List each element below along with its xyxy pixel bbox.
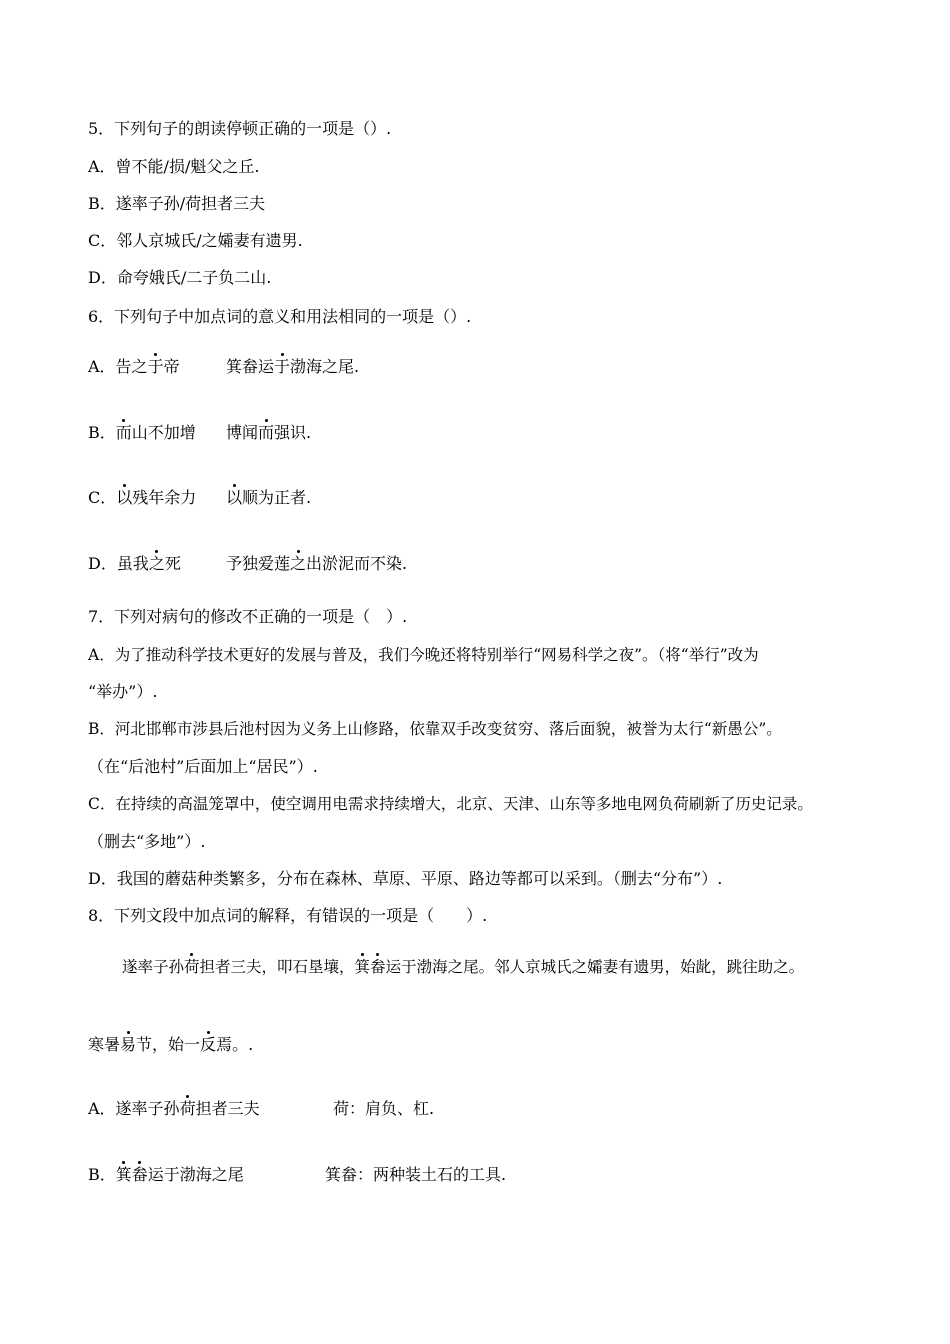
q6-option-a-second: 箕畚运于渤海之尾. bbox=[226, 357, 360, 376]
emphasis-dot-word: 以 bbox=[116, 488, 133, 507]
q7-stem: 7．下列对病句的修改不正确的一项是（ ）. bbox=[88, 607, 408, 626]
q7-option-a-cont: “举办”）. bbox=[88, 682, 158, 701]
q5-stem: 5．下列句子的朗读停顿正确的一项是（）. bbox=[88, 119, 392, 138]
q7-option-d: D．我国的蘑菇种类繁多，分布在森林、草原、平原、路边等都可以采到。（删去“分布”）. bbox=[88, 869, 723, 888]
q6-option-d: D．虽我之死 bbox=[88, 554, 181, 573]
q5-option-b: B．遂率子孙/荷担者三夫 bbox=[88, 194, 266, 213]
q5-option-d: D．命夸娥氏/二子负二山. bbox=[88, 268, 272, 287]
q8-option-b: B．箕畚运于渤海之尾 bbox=[88, 1165, 244, 1184]
q6-option-c: C．以残年余力 bbox=[88, 488, 197, 507]
q7-option-c-cont: （删去“多地”）. bbox=[88, 832, 206, 851]
q7-option-a: A．为了推动科学技术更好的发展与普及，我们今晚还将特别举行“网易科学之夜”。（将“举行”改为 bbox=[88, 646, 759, 664]
q6-option-b-second: 博闻而强识. bbox=[226, 423, 312, 442]
emphasis-dot-word: 畚 bbox=[131, 1165, 148, 1184]
q7-option-c: C．在持续的高温笼罩中，使空调用电需求持续增大，北京、天津、山东等多地电网负荷刷新了历史记录。 bbox=[88, 795, 813, 813]
q6-option-c-second: 以顺为正者. bbox=[226, 488, 312, 507]
q8-stem: 8．下列文段中加点词的解释，有错误的一项是（ ）. bbox=[88, 906, 488, 925]
emphasis-dot-word: 于 bbox=[147, 357, 164, 376]
emphasis-dot-word: 之 bbox=[148, 554, 165, 573]
q8-option-a: A．遂率子孙荷担者三夫 bbox=[88, 1099, 260, 1118]
emphasis-dot-word: 于 bbox=[274, 357, 291, 376]
q7-option-b-cont: （在“后池村”后面加上“居民”）. bbox=[88, 757, 318, 776]
q6-option-b: B．而山不加增 bbox=[88, 423, 196, 442]
emphasis-dot-word: 荷 bbox=[184, 958, 200, 976]
emphasis-dot-word: 而 bbox=[115, 423, 132, 442]
emphasis-dot-word: 畚 bbox=[370, 958, 386, 976]
q8-passage-line-2: 寒暑易节，始一反焉。. bbox=[88, 1035, 254, 1054]
q5-option-a: A．曾不能/损/魁父之丘. bbox=[88, 157, 260, 176]
q8-passage-line-1: 遂率子孙荷担者三夫，叩石垦壤，箕畚运于渤海之尾。邻人京城氏之孀妻有遗男，始龀，跳往助之。 bbox=[122, 958, 805, 976]
emphasis-dot-word: 荷 bbox=[179, 1099, 196, 1118]
q5-option-c: C．邻人京城氏/之孀妻有遗男. bbox=[88, 231, 303, 250]
q8-option-b-gloss: 箕畚：两种装土石的工具. bbox=[325, 1165, 507, 1184]
emphasis-dot-word: 而 bbox=[258, 423, 275, 442]
emphasis-dot-word: 之 bbox=[290, 554, 307, 573]
q6-stem: 6．下列句子中加点词的意义和用法相同的一项是（）. bbox=[88, 307, 472, 326]
emphasis-dot-word: 箕 bbox=[354, 958, 371, 976]
emphasis-dot-word: 以 bbox=[226, 488, 243, 507]
q7-option-b: B．河北邯郸市涉县后池村因为义务上山修路，依靠双手改变贫穷、落后面貌，被誉为太行“新愚公”。 bbox=[88, 720, 782, 738]
q8-option-a-gloss: 荷：肩负、杠. bbox=[333, 1099, 435, 1118]
emphasis-dot-word: 易 bbox=[120, 1035, 137, 1054]
emphasis-dot-word: 箕 bbox=[115, 1165, 132, 1184]
q6-option-d-second: 予独爱莲之出淤泥而不染. bbox=[226, 554, 408, 573]
emphasis-dot-word: 反 bbox=[200, 1035, 217, 1054]
q6-option-a: A．告之于帝 bbox=[88, 357, 180, 376]
